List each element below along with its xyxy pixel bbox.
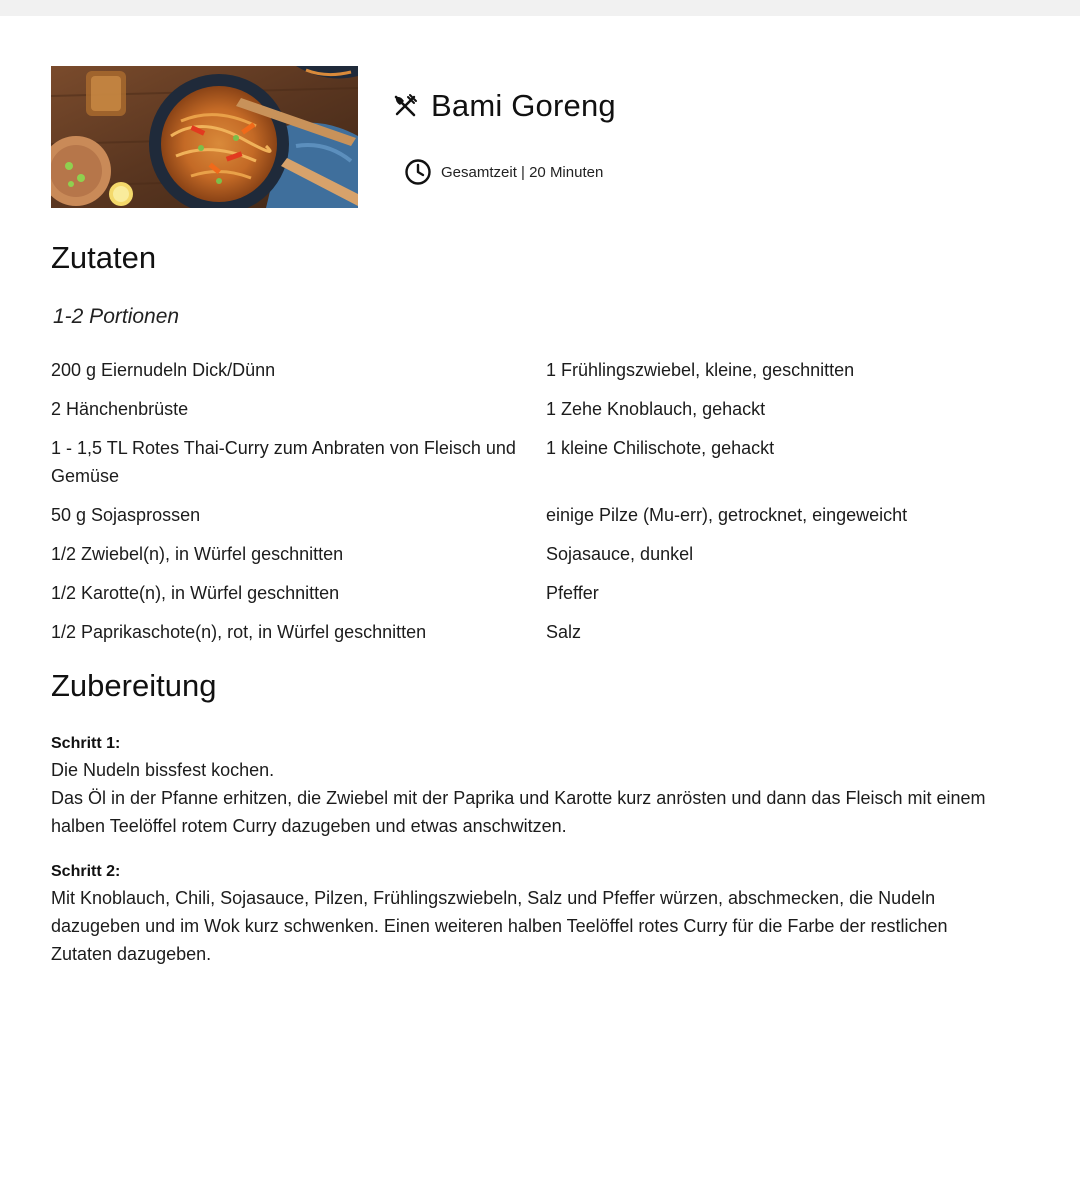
top-bar [0, 0, 1080, 16]
ingredient-item: Pfeffer [546, 583, 599, 603]
step-label: Schritt 1: [51, 735, 121, 752]
ingredients-list [51, 356, 1031, 657]
step-block [51, 732, 1031, 840]
total-time-text: Gesamtzeit | 20 Minuten [441, 163, 604, 181]
step-text: Das Öl in der Pfanne erhitzen, die Zwiebel mit der Paprika und Karotte kurz anrösten und dann das Fleisch mit einem [51, 788, 986, 808]
ingredient-item: Sojasauce, dunkel [546, 544, 694, 564]
ingredient-item: 200 g Eiernudeln Dick/Dünn [51, 360, 276, 380]
step-label: Schritt 2: [51, 863, 121, 880]
ingredient-row [51, 501, 1031, 540]
ingredient-item: 1 Frühlingszwiebel, kleine, geschnitten [546, 360, 855, 380]
ingredient-item: 1/2 Zwiebel(n), in Würfel geschnitten [51, 544, 344, 564]
ingredient-item: 50 g Sojasprossen [51, 505, 201, 525]
step-text: Die Nudeln bissfest kochen. [51, 760, 275, 780]
ingredient-item: 1 Zehe Knoblauch, gehackt [546, 399, 766, 419]
ingredient-item: 1 kleine Chilischote, gehackt [546, 438, 775, 458]
step-text: halben Teelöffel rotem Curry dazugeben und etwas anschwitzen. [51, 816, 567, 836]
clock-icon [404, 158, 432, 186]
ingredient-item: Salz [546, 622, 582, 642]
ingredient-row [51, 395, 1031, 434]
ingredient-row [51, 579, 1031, 618]
recipe-header [51, 66, 1031, 208]
portions-label: 1-2 Portionen [53, 305, 180, 328]
preparation-heading: Zubereitung [51, 668, 217, 703]
ingredient-item: 2 Hänchenbrüste [51, 399, 189, 419]
ingredient-item: 1/2 Karotte(n), in Würfel geschnitten [51, 583, 340, 603]
recipe-photo [51, 66, 358, 208]
step-text: Mit Knoblauch, Chili, Sojasauce, Pilzen, Frühlingszwiebeln, Salz und Pfeffer würzen, abschmecken, die Nudeln [51, 888, 936, 908]
recipe-title-row [391, 88, 616, 124]
fork-knife-icon [391, 92, 419, 120]
ingredient-item: 1/2 Paprikaschote(n), rot, in Würfel geschnitten [51, 622, 427, 642]
ingredient-item: 1 - 1,5 TL Rotes Thai-Curry zum Anbraten von Fleisch und Gemüse [51, 438, 516, 486]
recipe-title: Bami Goreng [431, 88, 616, 123]
ingredient-row [51, 618, 1031, 657]
step-text: Zutaten dazugeben. [51, 944, 212, 964]
recipe-page [0, 16, 1080, 1182]
ingredient-row [51, 540, 1031, 579]
total-time [404, 158, 603, 186]
preparation-steps [51, 732, 1031, 988]
step-block [51, 860, 1031, 968]
ingredient-row [51, 434, 1031, 501]
ingredients-heading: Zutaten [51, 240, 157, 275]
ingredient-item: einige Pilze (Mu-err), getrocknet, eingeweicht [546, 505, 908, 525]
step-text: dazugeben und im Wok kurz schwenken. Einen weiteren halben Teelöffel rotes Curry für die Farbe der restlichen [51, 916, 948, 936]
ingredient-row [51, 356, 1031, 395]
